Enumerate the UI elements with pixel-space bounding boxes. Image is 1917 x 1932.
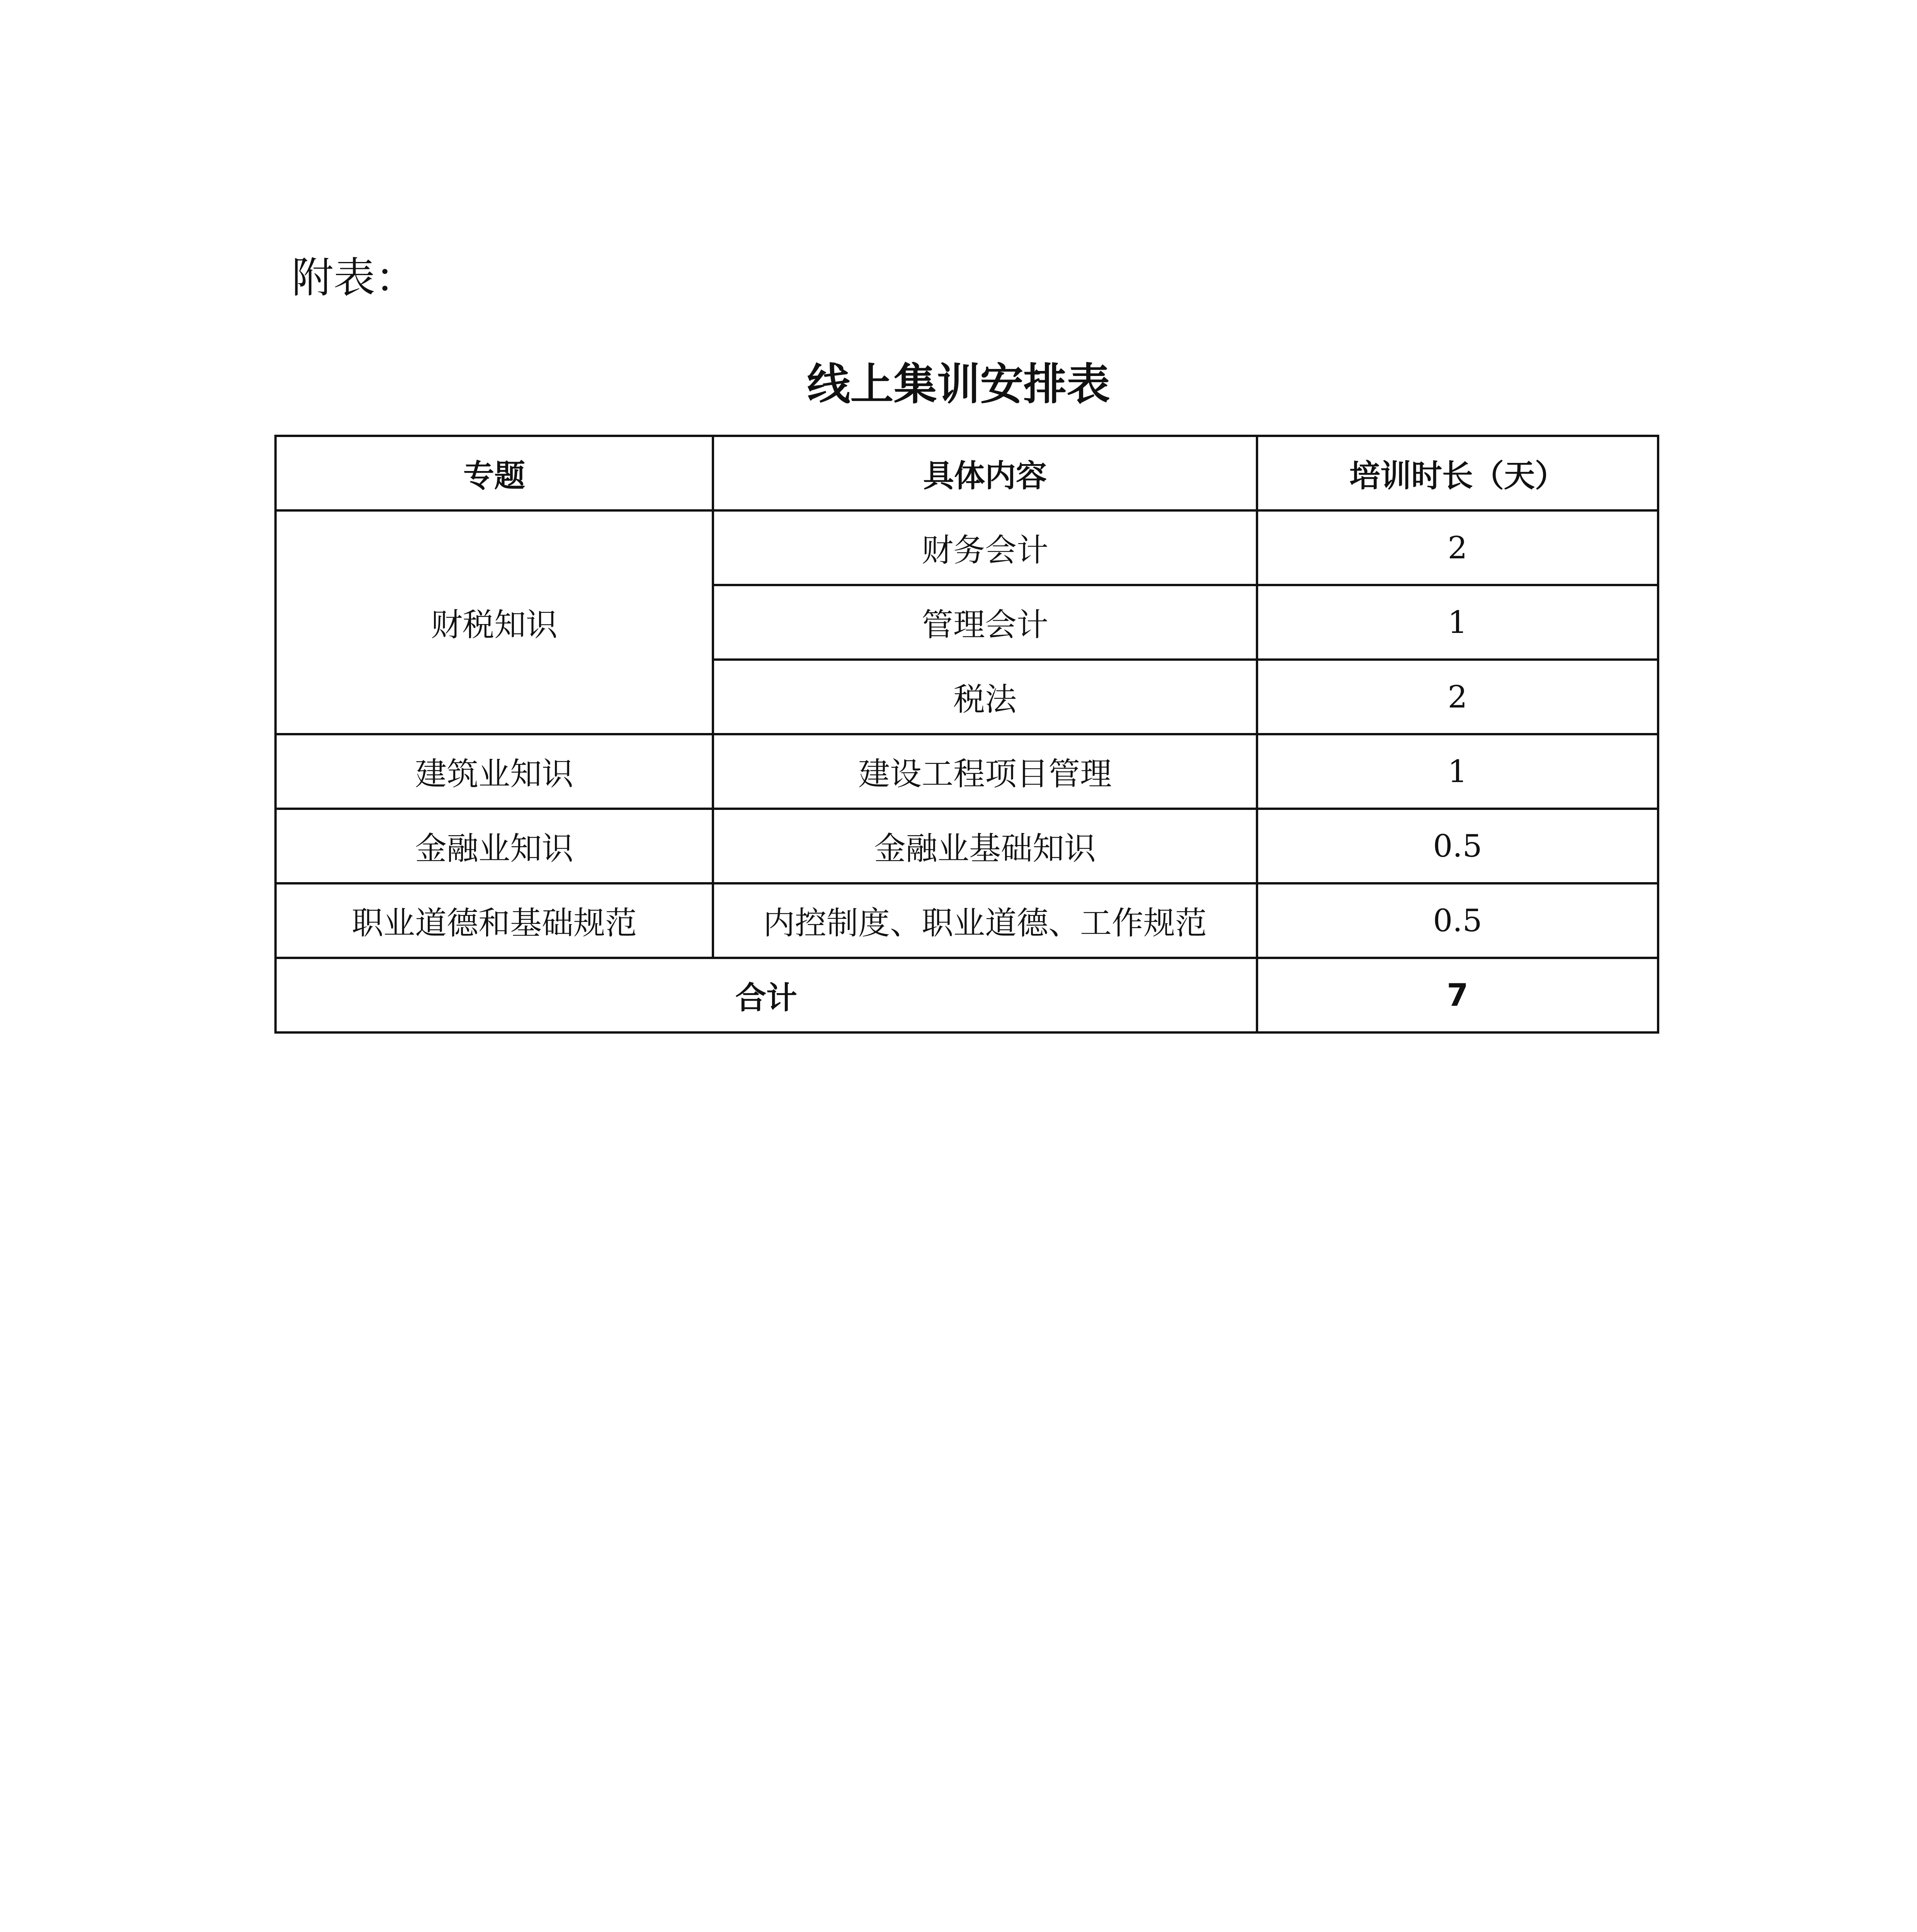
header-duration: 培训时长（天） bbox=[1257, 436, 1658, 510]
table-header-row bbox=[276, 436, 1658, 510]
topic-cell: 财税知识 bbox=[276, 510, 713, 734]
duration-cell: 1 bbox=[1257, 585, 1658, 660]
table-title: 线上集训安排表 bbox=[807, 359, 1110, 410]
content-cell: 财务会计 bbox=[713, 510, 1257, 585]
table-row bbox=[276, 809, 1658, 883]
content-cell: 管理会计 bbox=[713, 585, 1257, 660]
duration-cell: 0.5 bbox=[1257, 883, 1658, 958]
total-label: 合计 bbox=[276, 958, 1257, 1032]
duration-cell: 2 bbox=[1257, 510, 1658, 585]
table-row bbox=[276, 734, 1658, 809]
topic-cell: 职业道德和基础规范 bbox=[276, 883, 713, 958]
topic-cell: 建筑业知识 bbox=[276, 734, 713, 809]
duration-cell: 1 bbox=[1257, 734, 1658, 809]
table-row bbox=[276, 510, 1658, 585]
content-cell: 内控制度、职业道德、工作规范 bbox=[713, 883, 1257, 958]
total-row bbox=[276, 958, 1658, 1032]
content-cell: 税法 bbox=[713, 660, 1257, 734]
total-value: 7 bbox=[1257, 958, 1658, 1032]
training-schedule-table bbox=[274, 435, 1659, 1034]
duration-cell: 2 bbox=[1257, 660, 1658, 734]
content-cell: 建设工程项目管理 bbox=[713, 734, 1257, 809]
annex-label: 附表： bbox=[292, 254, 417, 302]
header-topic: 专题 bbox=[276, 436, 713, 510]
topic-cell: 金融业知识 bbox=[276, 809, 713, 883]
table-row bbox=[276, 883, 1658, 958]
header-content: 具体内容 bbox=[713, 436, 1257, 510]
duration-cell: 0.5 bbox=[1257, 809, 1658, 883]
content-cell: 金融业基础知识 bbox=[713, 809, 1257, 883]
